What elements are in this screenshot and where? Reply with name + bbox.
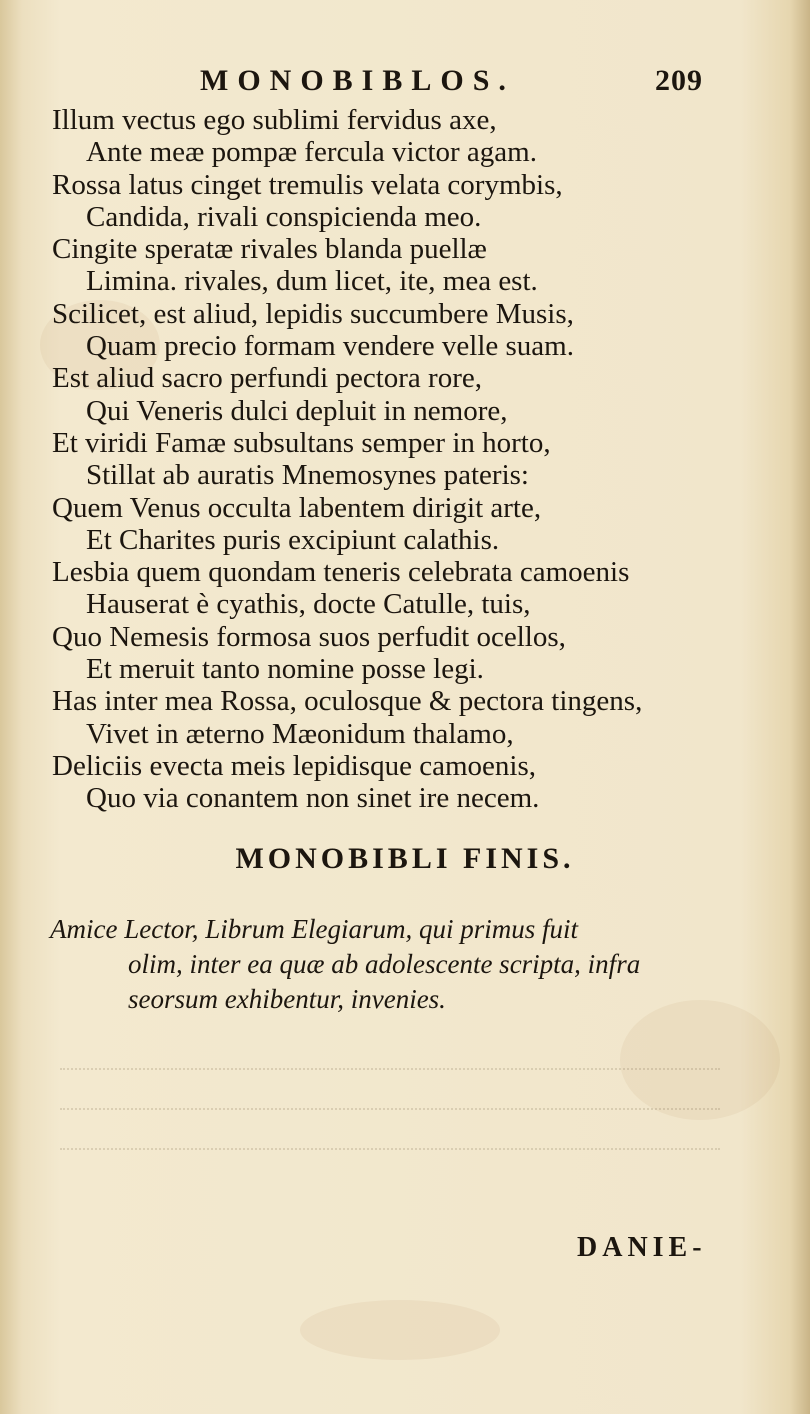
verse-line: Hauserat è cyathis, docte Catulle, tuis, <box>86 588 531 621</box>
finis-heading: MONOBIBLI FINIS. <box>235 842 575 875</box>
verse-line: Illum vectus ego sublimi fervidus axe, <box>52 104 497 136</box>
note-line: Amice Lector, Librum Elegiarum, qui primus fuit <box>50 914 578 944</box>
verse-line: Rossa latus cinget tremulis velata corymbis, <box>52 168 563 201</box>
verse-line: Ante meæ pompæ fercula victor agam. <box>86 136 537 169</box>
verse-line: Qui Veneris dulci depluit in nemore, <box>86 394 508 427</box>
verse-line: Vivet in æterno Mæonidum thalamo, <box>86 717 514 750</box>
verse-line: Scilicet, est aliud, lepidis succumbere Musis, <box>52 297 574 330</box>
page-header <box>0 62 810 102</box>
verse-line: Candida, rivali conspicienda meo. <box>86 200 482 233</box>
verse-line: Has inter mea Rossa, oculosque & pectora tingens, <box>52 685 643 718</box>
poem-verses <box>52 104 752 815</box>
verse-line: Cingite speratæ rivales blanda puellæ <box>52 233 487 266</box>
verse-line: Quo via conantem non sinet ire necem. <box>86 782 540 815</box>
verse-line: Et viridi Famæ subsultans semper in horto, <box>52 426 551 459</box>
verse-line: Deliciis evecta meis lepidisque camoenis, <box>52 749 536 782</box>
reader-note <box>50 912 740 1017</box>
verse-line: Et meruit tanto nomine posse legi. <box>86 653 484 686</box>
catchword: DANIE- <box>577 1232 707 1263</box>
verse-line: Quam precio formam vendere velle suam. <box>86 330 574 363</box>
verse-line: Et Charites puris excipiunt calathis. <box>86 523 500 556</box>
verse-line: Stillat ab auratis Mnemosynes pateris: <box>86 459 529 492</box>
bleed-through-texture <box>60 1040 720 1170</box>
note-line: olim, inter ea quæ ab adolescente scripta, infra <box>128 949 641 979</box>
page-number: 209 <box>655 64 703 97</box>
running-title: MONOBIBLOS. <box>200 64 515 97</box>
verse-line: Est aliud sacro perfundi pectora rore, <box>52 362 482 395</box>
verse-line: Lesbia quem quondam teneris celebrata camoenis <box>52 556 630 589</box>
verse-line: Limina. rivales, dum licet, ite, mea est. <box>86 265 538 298</box>
verse-line: Quem Venus occulta labentem dirigit arte, <box>52 491 542 524</box>
note-line: seorsum exhibentur, invenies. <box>128 984 446 1014</box>
verse-line: Quo Nemesis formosa suos perfudit ocellos, <box>52 620 566 653</box>
